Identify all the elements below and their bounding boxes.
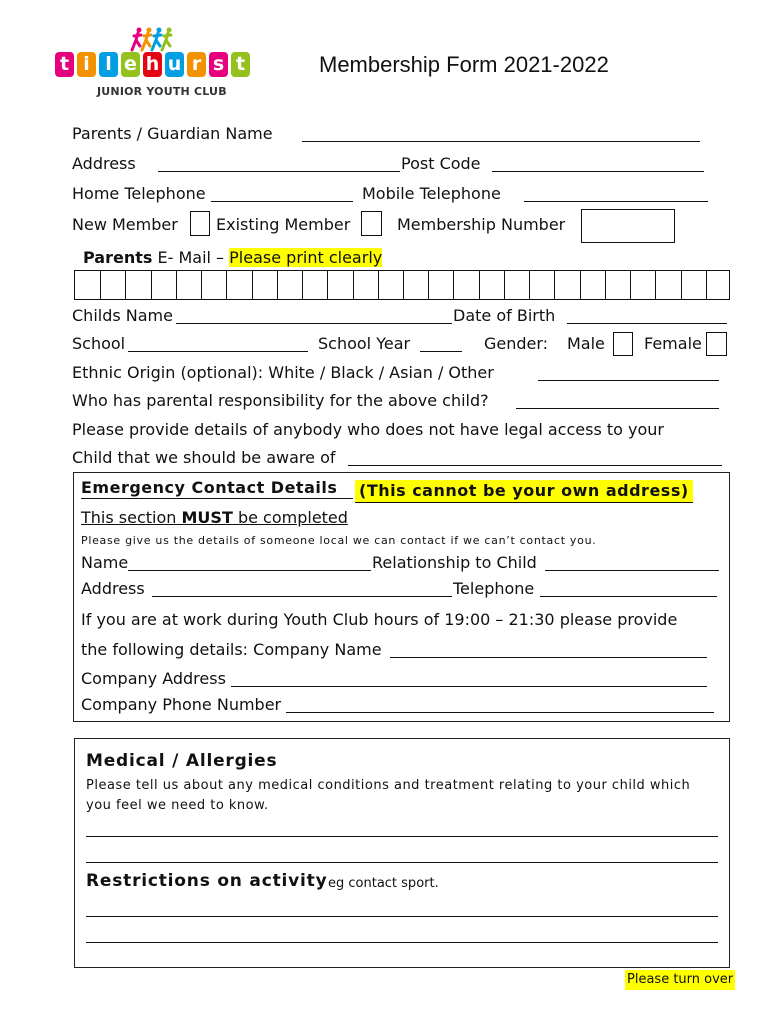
- post-code-field[interactable]: [492, 171, 704, 172]
- membership-number-label: Membership Number: [397, 215, 566, 234]
- ethnic-origin-label: Ethnic Origin (optional): White / Black / Asian / Other: [72, 363, 494, 382]
- membership-number-field[interactable]: [581, 209, 675, 243]
- female-checkbox[interactable]: [706, 332, 727, 356]
- emergency-relationship-label: Relationship to Child: [372, 553, 537, 572]
- childs-name-field[interactable]: [176, 323, 452, 324]
- medical-description-line1: Please tell us about any medical conditions and treatment relating to your child which: [86, 778, 691, 793]
- logo-wordmark: [55, 52, 250, 77]
- email-grid-divider: [201, 271, 202, 299]
- email-grid-divider: [378, 271, 379, 299]
- restrictions-answer-line-1[interactable]: [86, 916, 718, 917]
- email-character-grid[interactable]: [74, 270, 730, 300]
- emergency-must-text: [81, 508, 348, 528]
- logo-subtitle: JUNIOR YOUTH CLUB: [97, 85, 227, 98]
- emergency-telephone-label: Telephone: [453, 579, 535, 598]
- new-member-label: New Member: [72, 215, 178, 234]
- email-grid-divider: [176, 271, 177, 299]
- logo-letter: s: [209, 52, 228, 77]
- date-of-birth-field[interactable]: [567, 323, 727, 324]
- email-grid-divider: [706, 271, 707, 299]
- email-parents-word: Parents: [83, 248, 153, 267]
- email-grid-divider: [479, 271, 480, 299]
- parental-responsibility-field[interactable]: [516, 408, 719, 409]
- logo-letter: t: [231, 52, 250, 77]
- email-grid-divider: [327, 271, 328, 299]
- logo-letter: e: [121, 52, 140, 77]
- childs-name-label: Childs Name: [72, 306, 173, 325]
- medical-section: [74, 738, 730, 968]
- form-title: Membership Form 2021-2022: [319, 52, 609, 77]
- logo-letter: l: [99, 52, 118, 77]
- legal-access-text-line1: Please provide details of anybody who does not have legal access to your: [72, 420, 664, 439]
- logo-letter: u: [165, 52, 184, 77]
- email-grid-divider: [125, 271, 126, 299]
- email-grid-divider: [151, 271, 152, 299]
- email-label-text: E- Mail –: [157, 248, 225, 267]
- emergency-heading-note: (This cannot be your own address): [355, 480, 693, 503]
- logo-letter: r: [187, 52, 206, 77]
- email-grid-divider: [681, 271, 682, 299]
- gender-label: Gender:: [484, 334, 549, 353]
- legal-access-field[interactable]: [348, 465, 722, 466]
- medical-answer-line-2[interactable]: [86, 862, 718, 863]
- male-label: Male: [567, 334, 605, 353]
- email-print-clearly-note: Please print clearly: [229, 248, 383, 267]
- company-name-label: the following details: Company Name: [81, 640, 382, 659]
- logo-letter: h: [143, 52, 162, 77]
- emergency-heading-underline: [81, 498, 353, 499]
- email-grid-divider: [353, 271, 354, 299]
- email-grid-divider: [453, 271, 454, 299]
- emergency-must-word: MUST: [181, 508, 233, 527]
- existing-member-checkbox[interactable]: [361, 211, 382, 236]
- mobile-telephone-field[interactable]: [524, 201, 708, 202]
- school-year-label: School Year: [318, 334, 411, 353]
- email-grid-divider: [554, 271, 555, 299]
- email-grid-divider: [630, 271, 631, 299]
- date-of-birth-label: Date of Birth: [453, 306, 556, 325]
- female-label: Female: [644, 334, 702, 353]
- company-name-field[interactable]: [390, 657, 707, 658]
- address-field[interactable]: [158, 171, 400, 172]
- email-grid-divider: [529, 271, 530, 299]
- runners-logo-icon: [128, 26, 178, 52]
- parental-responsibility-label: Who has parental responsibility for the above child?: [72, 391, 489, 410]
- post-code-label: Post Code: [401, 154, 481, 173]
- school-year-field[interactable]: [420, 351, 462, 352]
- new-member-checkbox[interactable]: [190, 211, 210, 236]
- restrictions-example: eg contact sport.: [328, 876, 439, 891]
- email-grid-divider: [605, 271, 606, 299]
- emergency-name-field[interactable]: [128, 570, 371, 571]
- emergency-telephone-field[interactable]: [540, 596, 717, 597]
- legal-access-text-line2: Child that we should be aware of: [72, 448, 336, 467]
- medical-heading: Medical / Allergies: [86, 751, 278, 771]
- restrictions-heading: Restrictions on activity: [86, 871, 328, 891]
- company-address-label: Company Address: [81, 669, 226, 688]
- emergency-must-part3: be completed: [237, 508, 348, 527]
- parents-guardian-name-label: Parents / Guardian Name: [72, 124, 273, 143]
- company-address-field[interactable]: [231, 686, 707, 687]
- company-phone-field[interactable]: [286, 712, 714, 713]
- ethnic-origin-field[interactable]: [538, 380, 719, 381]
- email-grid-divider: [277, 271, 278, 299]
- work-hours-text-line1: If you are at work during Youth Club hours of 19:00 – 21:30 please provide: [81, 610, 678, 629]
- mobile-telephone-label: Mobile Telephone: [362, 184, 501, 203]
- parents-guardian-name-field[interactable]: [302, 141, 700, 142]
- emergency-relationship-field[interactable]: [545, 570, 719, 571]
- medical-description-line2: you feel we need to know.: [86, 798, 269, 813]
- emergency-instructions: Please give us the details of someone local we can contact if we can’t contact you.: [81, 534, 597, 547]
- turn-over-note: Please turn over: [625, 970, 735, 990]
- company-phone-label: Company Phone Number: [81, 695, 282, 714]
- email-grid-divider: [226, 271, 227, 299]
- address-label: Address: [72, 154, 136, 173]
- school-label: School: [72, 334, 126, 353]
- home-telephone-field[interactable]: [211, 201, 353, 202]
- email-grid-divider: [504, 271, 505, 299]
- email-grid-divider: [302, 271, 303, 299]
- emergency-address-label: Address: [81, 579, 145, 598]
- email-grid-divider: [580, 271, 581, 299]
- emergency-name-label: Name: [81, 553, 129, 572]
- school-field[interactable]: [128, 351, 308, 352]
- email-grid-divider: [403, 271, 404, 299]
- male-checkbox[interactable]: [613, 332, 633, 356]
- logo-letter: t: [55, 52, 74, 77]
- medical-answer-line-1[interactable]: [86, 836, 718, 837]
- emergency-must-part1: This section: [81, 508, 177, 527]
- home-telephone-label: Home Telephone: [72, 184, 206, 203]
- email-label: [83, 248, 382, 268]
- restrictions-answer-line-2[interactable]: [86, 942, 718, 943]
- email-grid-divider: [100, 271, 101, 299]
- logo-letter: i: [77, 52, 96, 77]
- email-grid-divider: [428, 271, 429, 299]
- email-grid-divider: [252, 271, 253, 299]
- emergency-address-field[interactable]: [152, 596, 452, 597]
- email-grid-divider: [655, 271, 656, 299]
- existing-member-label: Existing Member: [216, 215, 351, 234]
- emergency-heading: Emergency Contact Details: [81, 478, 338, 497]
